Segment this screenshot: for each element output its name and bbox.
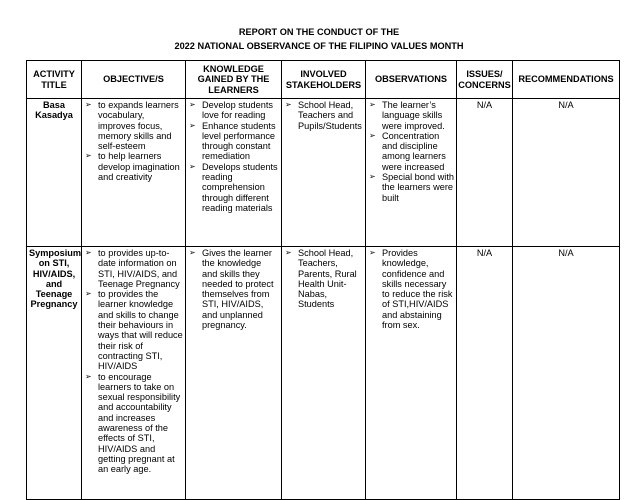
arrow-bullet-icon: ➢ [369, 130, 376, 140]
arrow-bullet-icon: ➢ [85, 248, 92, 257]
report-table [26, 60, 620, 500]
table-row [27, 247, 620, 500]
arrow-bullet-icon: ➢ [189, 161, 196, 171]
arrow-bullet-icon: ➢ [369, 248, 376, 257]
activity-title-cell: Basa Kasadya [27, 99, 82, 247]
knowledge-cell [186, 247, 282, 500]
observations-cell [366, 247, 457, 500]
header-recommendations: RECOMMENDATIONS [513, 61, 620, 99]
arrow-bullet-icon: ➢ [85, 371, 92, 381]
list-item: ➢ Special bond with the learners were built [369, 172, 455, 203]
arrow-bullet-icon: ➢ [285, 100, 292, 109]
list-item: ➢ Enhance students level performance through constant remediation [189, 120, 276, 162]
arrow-bullet-icon: ➢ [85, 289, 92, 299]
arrow-bullet-icon: ➢ [189, 120, 196, 130]
arrow-bullet-icon: ➢ [369, 172, 376, 182]
list-item: ➢ to help learners develop imagination and creativity [85, 151, 180, 183]
arrow-bullet-icon: ➢ [285, 248, 292, 257]
list-item: ➢ to encourage learners to take on sexual responsibility and accountability and increases awareness of the effects of STI, HIV/AIDS and getting pregnant at an early age. [85, 371, 181, 475]
header-activity-title: ACTIVITY TITLE [27, 61, 82, 99]
arrow-bullet-icon: ➢ [85, 151, 92, 161]
activity-title-cell: Symposium on STI, HIV/AIDS, and Teenage Pregnancy [27, 247, 82, 500]
knowledge-cell [186, 99, 282, 247]
stakeholders-cell [282, 247, 366, 500]
list-item: ➢ Gives the learner the knowledge and skills they needed to protect themselves from STI, HIV/AIDS, and unplanned pregnancy. [189, 248, 274, 331]
arrow-bullet-icon: ➢ [189, 100, 196, 109]
header-involved-stakeholders: INVOLVED STAKEHOLDERS [282, 61, 366, 99]
arrow-bullet-icon: ➢ [85, 100, 92, 109]
document-subtitle: 2022 NATIONAL OBSERVANCE OF THE FILIPINO VALUES MONTH [174, 41, 464, 51]
arrow-bullet-icon: ➢ [189, 248, 196, 257]
header-knowledge-gained: KNOWLEDGE GAINED BY THE LEARNERS [186, 61, 282, 99]
list-item: ➢ School Head, Teachers and Pupils/Students [285, 100, 362, 131]
header-row [27, 61, 620, 99]
objectives-cell [82, 247, 186, 500]
list-item: ➢ to expands learners vocabulary, improves focus, memory skills and self-esteem [85, 100, 179, 152]
recommendations-cell: N/A [513, 99, 620, 247]
objectives-cell [82, 99, 186, 247]
list-item: ➢ to provides up-to-date information on STI, HIV/AIDS, and Teenage Pregnancy [85, 248, 180, 289]
observations-cell [366, 99, 457, 247]
list-item: ➢ School Head, Teachers, Parents, Rural Health Unit-Nabas, Students [285, 248, 357, 310]
document-title: REPORT ON THE CONDUCT OF THE [238, 27, 400, 37]
issues-cell: N/A [457, 99, 513, 247]
stakeholders-cell [282, 99, 366, 247]
list-item: ➢ Develop students love for reading [189, 100, 273, 121]
list-item: ➢ to provides the learner knowledge and skills to change their behaviours in ways that will reduce their risk of contracting STI, HIV/AIDS [85, 289, 183, 372]
list-item: ➢ Develops students reading comprehension through different reading materials [189, 161, 278, 213]
arrow-bullet-icon: ➢ [369, 100, 376, 109]
list-item: ➢ Concentration and discipline among learners were increased [369, 130, 446, 172]
header-observations: OBSERVATIONS [366, 61, 457, 99]
table-row [27, 99, 620, 247]
list-item: ➢ Provides knowledge, confidence and skills necessary to reduce the risk of STI,HIV/AIDS and abstaining from sex. [369, 248, 453, 331]
header-issues-concerns: ISSUES/ CONCERNS [457, 61, 513, 99]
header-objectives: OBJECTIVE/S [82, 61, 186, 99]
recommendations-cell: N/A [513, 247, 620, 500]
list-item: ➢ The learner’s language skills were improved. [369, 100, 445, 131]
issues-cell: N/A [457, 247, 513, 500]
